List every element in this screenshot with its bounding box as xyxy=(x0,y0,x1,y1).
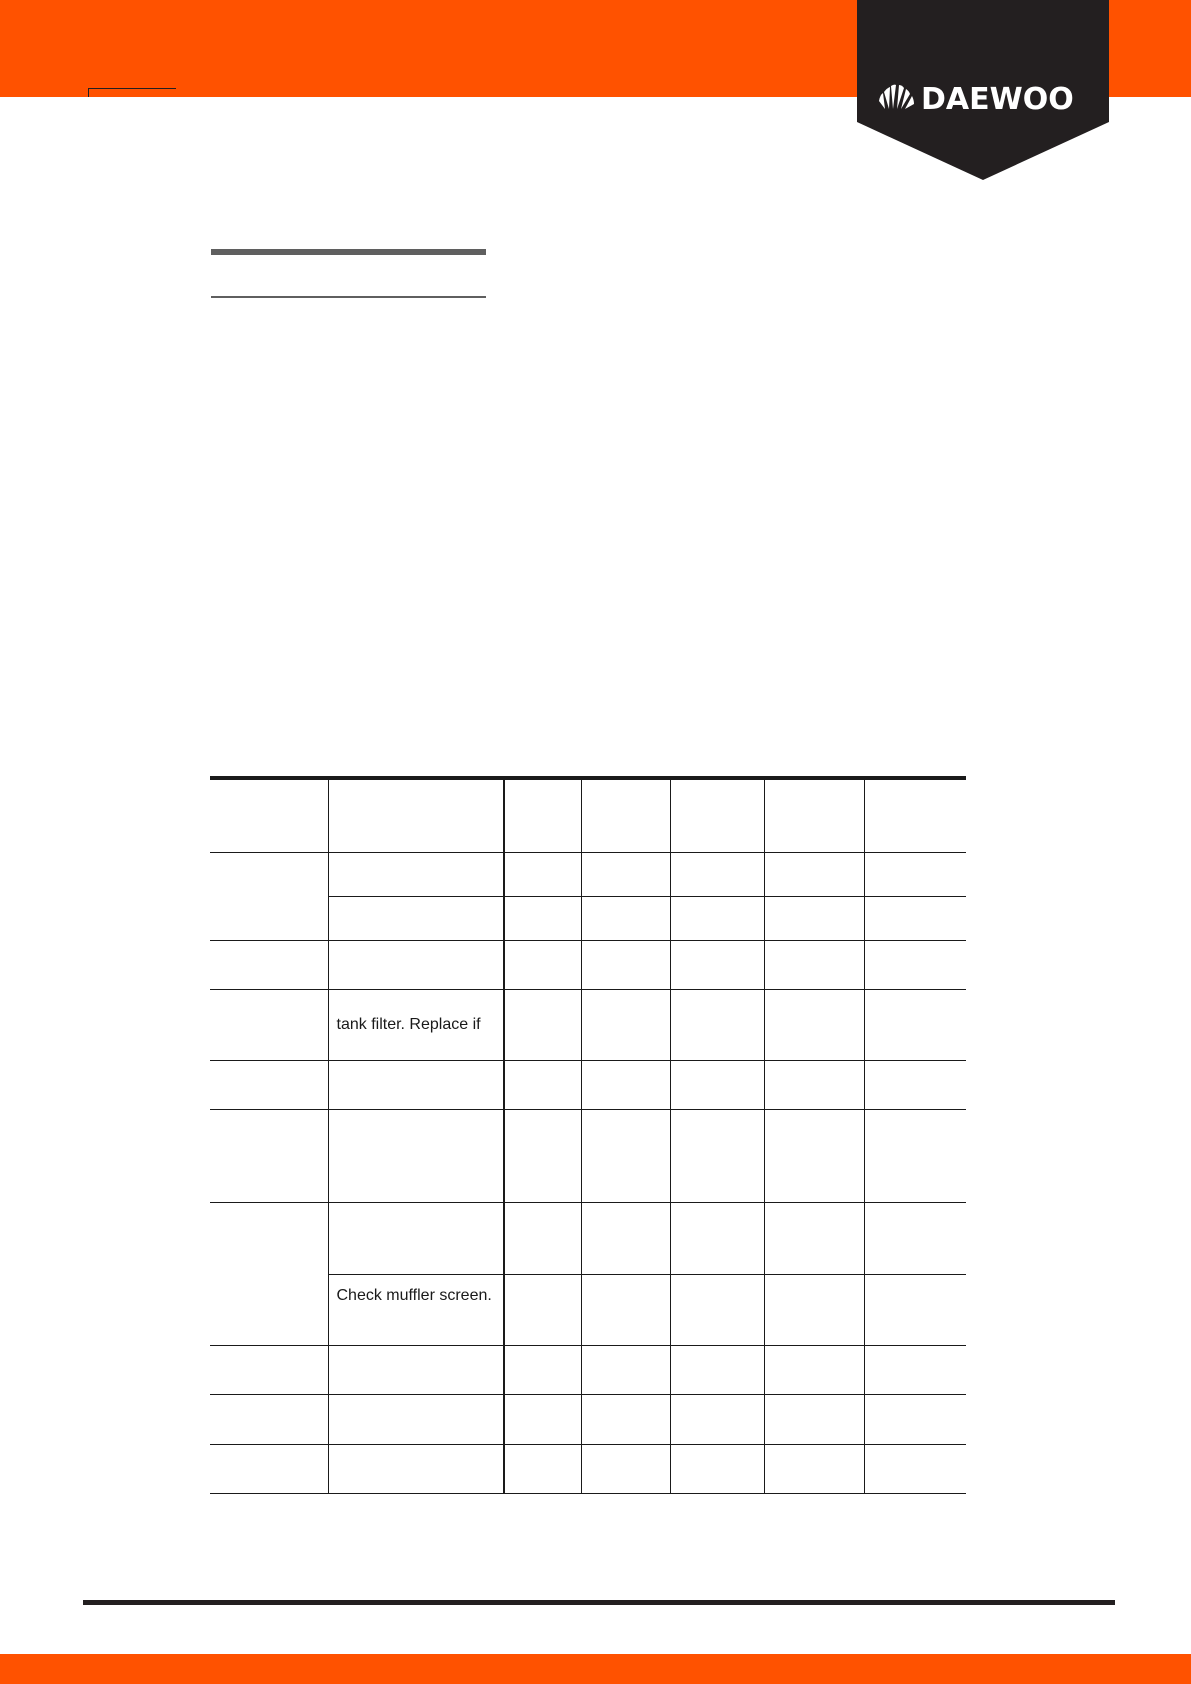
table-cell xyxy=(210,989,328,1060)
table-cell xyxy=(504,778,581,852)
table-cell xyxy=(504,896,581,940)
table-cell xyxy=(328,896,504,940)
table-cell xyxy=(581,1274,670,1345)
table-cell xyxy=(670,1345,764,1394)
daewoo-logo-badge xyxy=(857,0,1109,180)
table-cell xyxy=(764,1060,864,1109)
table-cell xyxy=(670,1202,764,1274)
table-row xyxy=(210,989,966,1060)
table-cell xyxy=(328,1202,504,1274)
corner-mark xyxy=(88,88,176,97)
table-cell xyxy=(328,1444,504,1493)
table-cell xyxy=(504,1202,581,1274)
table-row xyxy=(210,1444,966,1493)
table-row xyxy=(210,1202,966,1274)
table-cell xyxy=(764,778,864,852)
table-cell xyxy=(764,989,864,1060)
table-cell xyxy=(864,1345,966,1394)
table-cell xyxy=(581,989,670,1060)
table-cell xyxy=(864,1274,966,1345)
table-cell xyxy=(581,1345,670,1394)
table-cell xyxy=(764,1109,864,1202)
table-cell xyxy=(670,1060,764,1109)
table-cell xyxy=(328,1109,504,1202)
table-cell: tank filter. Replace if xyxy=(328,989,504,1060)
table-cell xyxy=(581,778,670,852)
table-cell xyxy=(864,852,966,896)
table-cell xyxy=(210,1202,328,1345)
table-cell xyxy=(581,1394,670,1444)
table-cell xyxy=(864,940,966,989)
table-cell xyxy=(504,1394,581,1444)
table-cell xyxy=(504,1109,581,1202)
table-cell xyxy=(581,940,670,989)
table-cell xyxy=(210,1444,328,1493)
table-cell xyxy=(764,1394,864,1444)
table-row xyxy=(210,1060,966,1109)
table-cell xyxy=(864,896,966,940)
table-cell xyxy=(670,940,764,989)
table-cell xyxy=(670,989,764,1060)
table-cell xyxy=(504,1274,581,1345)
table-header-row xyxy=(210,778,966,852)
table-cell xyxy=(581,1444,670,1493)
table-cell xyxy=(670,896,764,940)
table-cell: Check muffler screen. xyxy=(328,1274,504,1345)
maintenance-schedule-table xyxy=(210,776,966,1494)
table-cell xyxy=(864,1394,966,1444)
table-cell xyxy=(581,1060,670,1109)
table-cell xyxy=(864,1202,966,1274)
table-cell xyxy=(328,1394,504,1444)
table-cell xyxy=(210,778,328,852)
table-cell xyxy=(764,1444,864,1493)
table-cell xyxy=(764,1345,864,1394)
table-cell xyxy=(210,940,328,989)
table-cell xyxy=(670,778,764,852)
table-cell xyxy=(764,896,864,940)
table-cell xyxy=(210,1345,328,1394)
table-cell xyxy=(210,1394,328,1444)
table-row xyxy=(210,940,966,989)
table-cell xyxy=(764,1274,864,1345)
table-cell xyxy=(210,852,328,940)
table-cell xyxy=(328,852,504,896)
table-cell xyxy=(764,940,864,989)
table-cell xyxy=(864,1060,966,1109)
table-cell xyxy=(764,852,864,896)
table-cell xyxy=(210,1109,328,1202)
table-cell xyxy=(504,1444,581,1493)
table-cell xyxy=(864,1444,966,1493)
table-row xyxy=(210,1109,966,1202)
table-cell xyxy=(670,852,764,896)
section-rule-thick xyxy=(211,249,486,255)
footer-band xyxy=(0,1654,1191,1684)
daewoo-wordmark: DAEWOO xyxy=(921,82,1074,117)
table-cell xyxy=(210,1060,328,1109)
table-cell xyxy=(864,778,966,852)
table-cell xyxy=(328,1345,504,1394)
section-rule-thin xyxy=(211,296,486,298)
table-cell xyxy=(764,1202,864,1274)
table-row xyxy=(210,1394,966,1444)
table-cell xyxy=(504,852,581,896)
table-cell xyxy=(328,778,504,852)
table-cell xyxy=(670,1109,764,1202)
table-cell xyxy=(581,1202,670,1274)
table-cell xyxy=(670,1444,764,1493)
table-cell xyxy=(504,1345,581,1394)
table-cell xyxy=(864,1109,966,1202)
table-cell xyxy=(581,1109,670,1202)
table-cell xyxy=(328,940,504,989)
table-cell xyxy=(670,1394,764,1444)
table-cell xyxy=(581,852,670,896)
table-row xyxy=(210,1345,966,1394)
table-cell xyxy=(328,1060,504,1109)
table-cell xyxy=(581,896,670,940)
table-cell xyxy=(504,989,581,1060)
table-cell xyxy=(864,989,966,1060)
table-row xyxy=(210,852,966,896)
table-cell xyxy=(504,1060,581,1109)
table-cell xyxy=(670,1274,764,1345)
footer-rule xyxy=(83,1600,1115,1605)
table-cell xyxy=(504,940,581,989)
